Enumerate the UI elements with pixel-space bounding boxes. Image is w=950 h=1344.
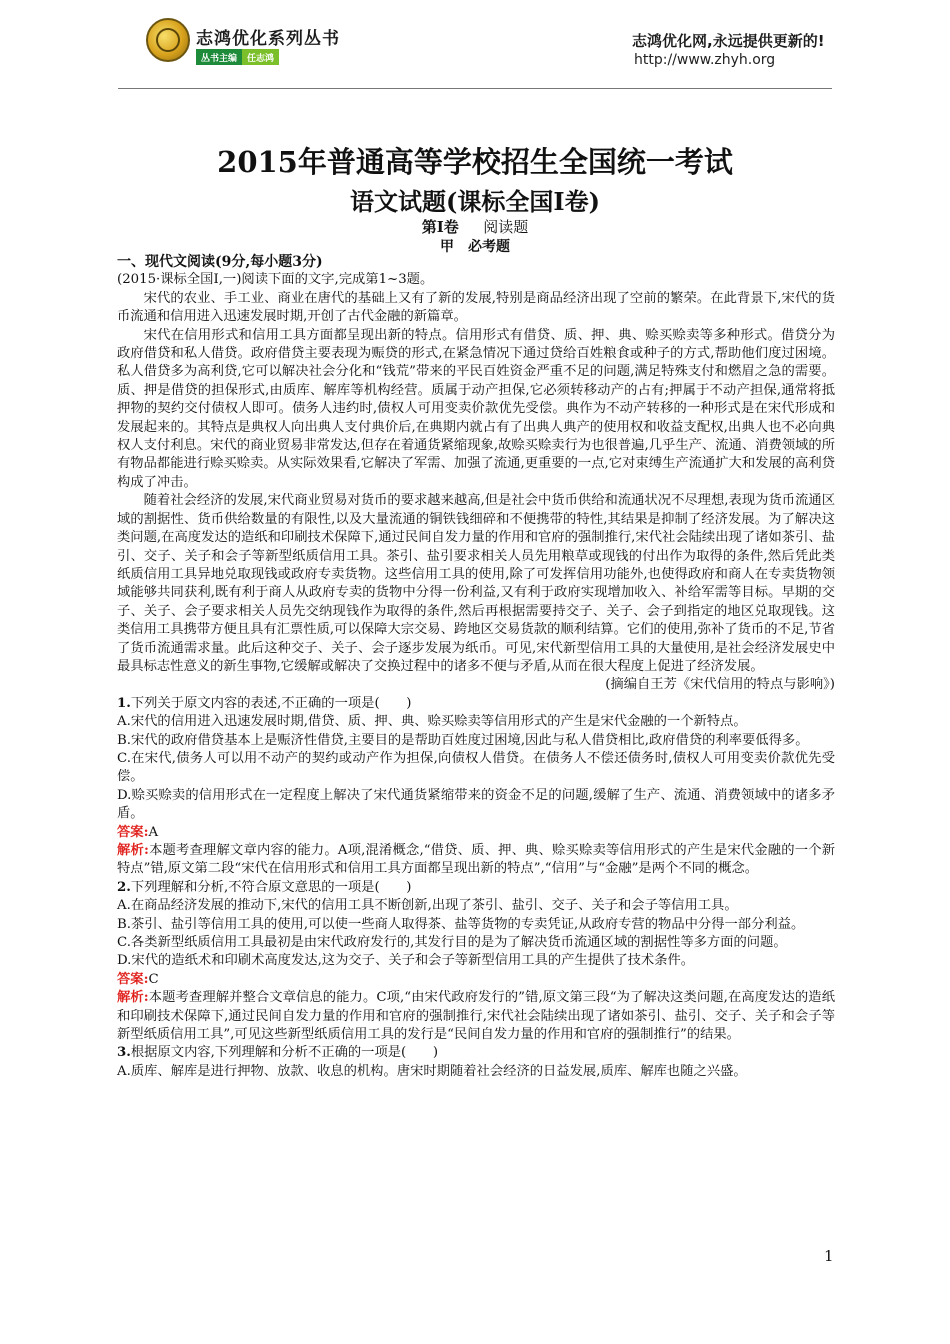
question-option: A.质库、解库是进行押物、放款、收息的机构。唐宋时期随着社会经济的日益发展,质库、解库也随之兴盛。: [117, 1063, 747, 1079]
editor-label: 丛书主编: [196, 49, 242, 65]
explanation: 解析:本题考查理解文章内容的能力。A项,混淆概念,“借贷、质、押、典、赊买赊卖等信用形式的产生是宋代金融的一个新特点”错,原文第二段“宋代在信用形式和信用工具方面都呈现出新的特点”,“信用”与“金融”是两个不同的概念。: [117, 843, 835, 877]
question-option: B.茶引、盐引等信用工具的使用,可以使一些商人取得茶、盐等货物的专卖凭证,从政府专营的物品中分得一部分利益。: [117, 916, 805, 932]
question-option: C.在宋代,债务人可以用不动产的契约或动产作为担保,向债权人借贷。在债务人不偿还债务时,债权人可用变卖价款优先受偿。: [117, 750, 835, 785]
question-stem: 1.下列关于原文内容的表述,不正确的一项是( ): [117, 695, 412, 711]
passage-source: (摘编自王芳《宋代信用的特点与影响》): [605, 677, 835, 693]
passage-paragraph: 宋代在信用形式和信用工具方面都呈现出新的特点。信用形式有借贷、质、押、典、赊买赊卖等多种形式。借贷分为政府借贷和私人借贷。政府借贷主要表现为赈贷的形式,在紧急情况下通过贷给百姓粮食或种子的方式,帮助他们度过困境。私人借贷多为高利贷,它可以解决社会分化和“钱荒”带来的平民百姓资金严重不足的问题,满足特殊支付和燃眉之急的需要。质、押是借贷的担保形式,由质库、解库等机构经营。质属于动产担保,它必须转移动产的占有;押属于不动产担保,通常将抵押物的契约交付债权人即可。债务人违约时,债权人可用变卖价款优先受偿。典作为不动产转移的一种形式是在宋代形成和发展起来的。其特点是典权人向出典人支付典价后,在典期内就占有了出典人典产的使用权和收益支配权,出典人也不必向典权人支付利息。宋代的商业贸易非常发达,但存在着通货紧缩现象,故赊买赊卖行为也很普遍,几乎生产、流通、消费领域的所有物品都能进行赊买赊卖。从实际效果看,它解决了军需、加强了流通,更重要的一点,它对束缚生产流通扩大和发展的高利贷构成了冲击。: [117, 327, 835, 490]
page-header: [0, 14, 950, 80]
question-option: C.各类新型纸质信用工具最初是由宋代政府发行的,其发行目的是为了解决货币流通区域的割据性等多方面的问题。: [117, 935, 787, 951]
answer-line: 答案:C: [117, 971, 159, 987]
document-body: [117, 253, 835, 1081]
reading-intro: (2015·课标全国Ⅰ,一)阅读下面的文字,完成第1~3题。: [117, 272, 434, 288]
volume-name: 阅读题: [483, 218, 529, 236]
explanation: 解析:本题考查理解并整合文章信息的能力。C项,“由宋代政府发行的”错,原文第三段“为了解决这类问题,在高度发达的造纸和印刷技术保障下,通过民间自发力量的作用和官府的强制推行,宋代社会陆续出现了诸如茶引、盐引、交子、关子和会子等新型纸质信用工具”,可见这些新型纸质信用工具的发行是“民间自发力量的作用和官府的强制推行”的结果。: [117, 990, 835, 1043]
question-option: D.宋代的造纸术和印刷术高度发达,这为交子、关子和会子等新型信用工具的产生提供了技术条件。: [117, 953, 695, 969]
volume-heading: [0, 216, 950, 237]
editor-name: 任志鸿: [242, 49, 279, 65]
part-heading: 甲 必考题: [440, 239, 510, 255]
question-stem: 2.下列理解和分析,不符合原文意思的一项是( ): [117, 879, 412, 895]
question-option: D.赊买赊卖的信用形式在一定程度上解决了宋代通货紧缩带来的资金不足的问题,缓解了生产、流通、消费领域中的诸多矛盾。: [117, 787, 835, 822]
passage-paragraph: 随着社会经济的发展,宋代商业贸易对货币的要求越来越高,但是社会中货币供给和流通状况不尽理想,表现为货币流通区域的割据性、货币供给数量的有限性,以及大量流通的铜铁钱细碎和不便携带的特性,其结果是抑制了经济发展。为了解决这类问题,在高度发达的造纸和印刷技术保障下,通过民间自发力量的作用和官府的强制推行,宋代社会陆续出现了诸如茶引、盐引、交子、关子和会子等新型纸质信用工具。茶引、盐引要求相关人员先用粮草或现钱的付出作为取得的条件,然后凭此类纸质信用工具异地兑取现钱或政府专卖货物。这些信用工具的使用,除了可发挥信用功能外,也使得政府和商人在专卖货物领域能够共同获利,既有利于商人从政府专卖的货物中分得一份利益,又有利于政府实现增加收入、补给军需等目标。早期的交子、关子、会子要求相关人员先交纳现钱作为取得的条件,然后再根据需要持交子、关子、会子到指定的地区兑取现钱。这类信用工具携带方便且具有汇票性质,可以保障大宗交易、跨地区交易货款的顺利结算。它们的使用,弥补了货币的不足,节省了货币流通需求量。此后这种交子、关子、会子逐步发展为纸币。可见,宋代新型信用工具的大量使用,是社会经济发展史中最具标志性意义的新生事物,它缓解或解决了交换过程中的诸多不便与矛盾,从而在很大程度上促进了经济发展。: [117, 493, 835, 674]
exam-title: 2015年普通高等学校招生全国统一考试: [217, 145, 733, 179]
question-stem: 3.根据原文内容,下列理解和分析不正确的一项是( ): [117, 1045, 439, 1061]
section-heading: 一、现代文阅读(9分,每小题3分): [117, 254, 323, 270]
answer-line: 答案:A: [117, 824, 159, 840]
question-option: B.宋代的政府借贷基本上是赈济性借贷,主要目的是帮助百姓度过困境,因此与私人借贷相比,政府借贷的利率要低得多。: [117, 732, 809, 748]
volume-label: 第Ⅰ卷: [421, 218, 459, 236]
series-title: 志鸿优化系列丛书: [196, 29, 340, 49]
editor-strip: [196, 49, 279, 65]
page-number: 1: [824, 1247, 834, 1265]
site-url: http://www.zhyh.org: [634, 52, 776, 68]
header-divider: [118, 88, 832, 89]
publisher-logo-icon: [146, 18, 190, 62]
question-option: A.在商品经济发展的推动下,宋代的信用工具不断创新,出现了茶引、盐引、交子、关子和会子等信用工具。: [117, 898, 738, 914]
exam-subtitle: 语文试题(课标全国Ⅰ卷): [350, 187, 600, 216]
passage-paragraph: 宋代的农业、手工业、商业在唐代的基础上又有了新的发展,特别是商品经济出现了空前的繁荣。在此背景下,宋代的货币流通和信用进入迅速发展时期,开创了古代金融的新篇章。: [117, 290, 835, 325]
site-slogan: 志鸿优化网,永远提供更新的!: [632, 32, 825, 50]
question-option: A.宋代的信用进入迅速发展时期,借贷、质、押、典、赊买赊卖等信用形式的产生是宋代金融的一个新特点。: [117, 714, 747, 730]
